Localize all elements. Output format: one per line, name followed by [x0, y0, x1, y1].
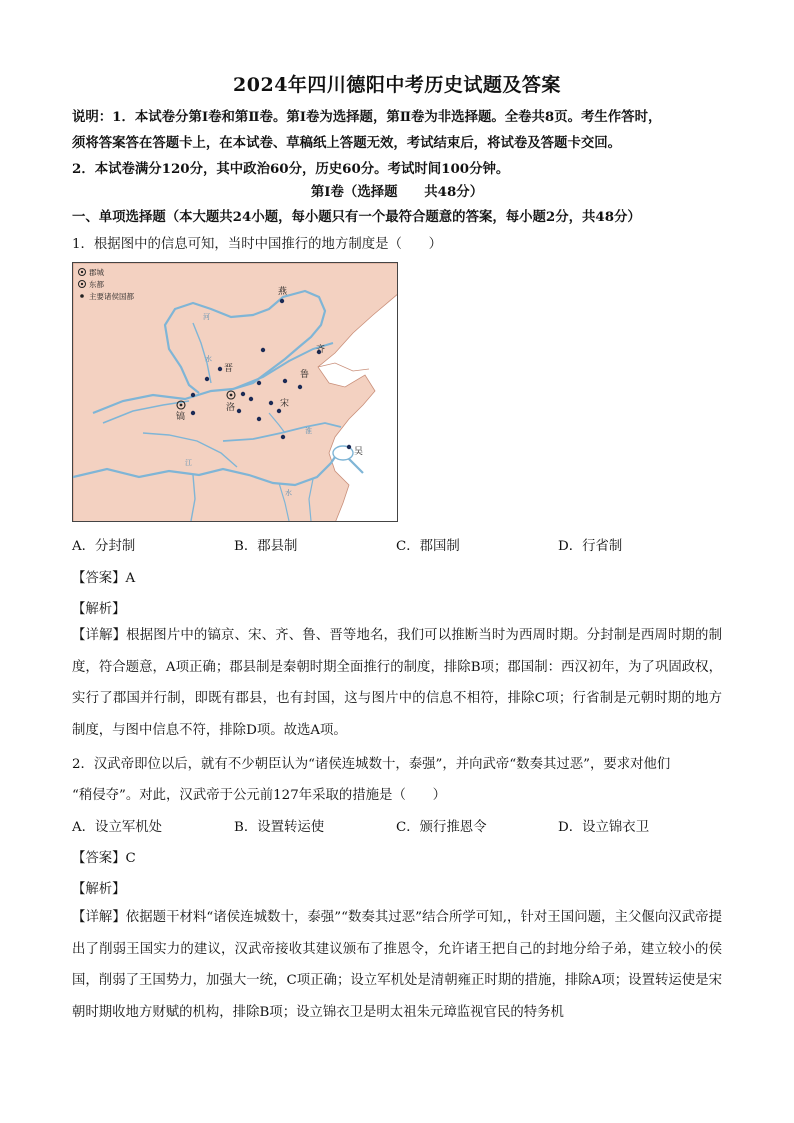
legend-label-3: 主要诸侯国都 [89, 292, 134, 301]
q2-detail: 【详解】依据题干材料“诸侯连城数十，泰强”“数奏其过恶”结合所学可知,，针对王国问题，主父偃向汉武帝提出了削弱王国实力的建议，汉武帝接收其建议颁布了推恩令，允许诸王把自己的封地分给子弟，建立较小的侯国，削弱了王国势力，加强大一统，C项正确；设立军机处是清朝雍正时期的措施，排除A项；设置转运使是宋朝时期收地方财赋的机构，排除B项；设立锦衣卫是明太祖朱元璋监视官民的特务机 [72, 910, 722, 1020]
question-1-stem: 1．根据图中的信息可知，当时中国推行的地方制度是（ ） [72, 237, 443, 252]
place-luo: 洛 [226, 403, 236, 413]
intro-line-1 [72, 106, 661, 125]
section-title: 一、单项选择题（本大题共24小题，每小题只有一个最符合题意的答案，每小题2分，共48分） [72, 209, 641, 225]
intro-line-3: 2．本试卷满分120分，其中政治60分，历史60分。考试时间100分钟。 [72, 161, 510, 177]
place-qi: 齐 [316, 345, 326, 355]
river-label-jiang: 江 [185, 459, 192, 467]
map-figure [72, 262, 398, 522]
intro-text-1: 1．本试卷分第Ⅰ卷和第Ⅱ卷。第Ⅰ卷为选择题，第Ⅱ卷为非选择题。全卷共8页。考生作答时， [112, 109, 662, 125]
place-lu: 鲁 [300, 370, 310, 380]
legend-label-1: 郡城 [89, 268, 104, 277]
place-yan: 燕 [278, 287, 288, 297]
q1-analysis-label: 【解析】 [72, 602, 126, 617]
q2-option-c: C．颁行推恩令 [396, 820, 487, 835]
place-wu: 吴 [354, 447, 364, 457]
q2-stem-line-2: “稍侵夺”。对此，汉武帝于公元前127年采取的措施是（ ） [72, 788, 447, 803]
document-title: 2024年四川德阳中考历史试题及答案 [233, 74, 561, 96]
q1-option-a: A．分封制 [72, 539, 136, 554]
q1-option-d: D．行省制 [558, 539, 623, 554]
q2-option-b: B．设置转运使 [234, 820, 325, 835]
q1-detail: 【详解】根据图片中的镐京、宋、齐、鲁、晋等地名，我们可以推断当时为西周时期。分封制是西周时期的制度，符合题意，A项正确；郡县制是秦朝时期全面推行的制度，排除B项；郡国制：西汉初年，为了巩固政权，实行了郡国并行制，即既有郡县，也有封国，这与图片中的信息不相符，排除C项；行省制是元朝时期的地方制度，与图中信息不符，排除D项。故选A项。 [72, 628, 722, 738]
q2-analysis-label: 【解析】 [72, 882, 126, 897]
q2-option-a: A．设立军机处 [72, 820, 163, 835]
q1-option-c: C．郡国制 [396, 539, 460, 554]
part-title: 第Ⅰ卷（选择题 共48分） [310, 184, 484, 200]
legend-label-2: 东都 [89, 280, 104, 289]
q1-option-b: B．郡县制 [234, 539, 298, 554]
western-zhou-map [73, 263, 398, 522]
q2-option-d: D．设立锦衣卫 [558, 820, 650, 835]
river-label-shui-2: 水 [285, 489, 292, 497]
place-song: 宋 [280, 399, 290, 409]
place-hao: 镐 [176, 412, 186, 422]
river-label-shui: 水 [205, 355, 212, 363]
q2-stem-line-1: 2．汉武帝即位以后，就有不少朝臣认为“诸侯连城数十，泰强”，并向武帝“数奏其过恶”，要求对他们 [72, 757, 671, 772]
place-jin: 晋 [224, 364, 234, 374]
q2-answer: 【答案】C [72, 851, 136, 866]
intro-label: 说明： [72, 109, 113, 125]
q1-answer: 【答案】A [72, 571, 136, 586]
intro-line-2: 须将答案答在答题卡上，在本试卷、草稿纸上答题无效，考试结束后，将试卷及答题卡交回。 [72, 135, 622, 151]
river-label-huai: 淮 [305, 427, 312, 435]
river-label-he: 河 [203, 313, 210, 321]
